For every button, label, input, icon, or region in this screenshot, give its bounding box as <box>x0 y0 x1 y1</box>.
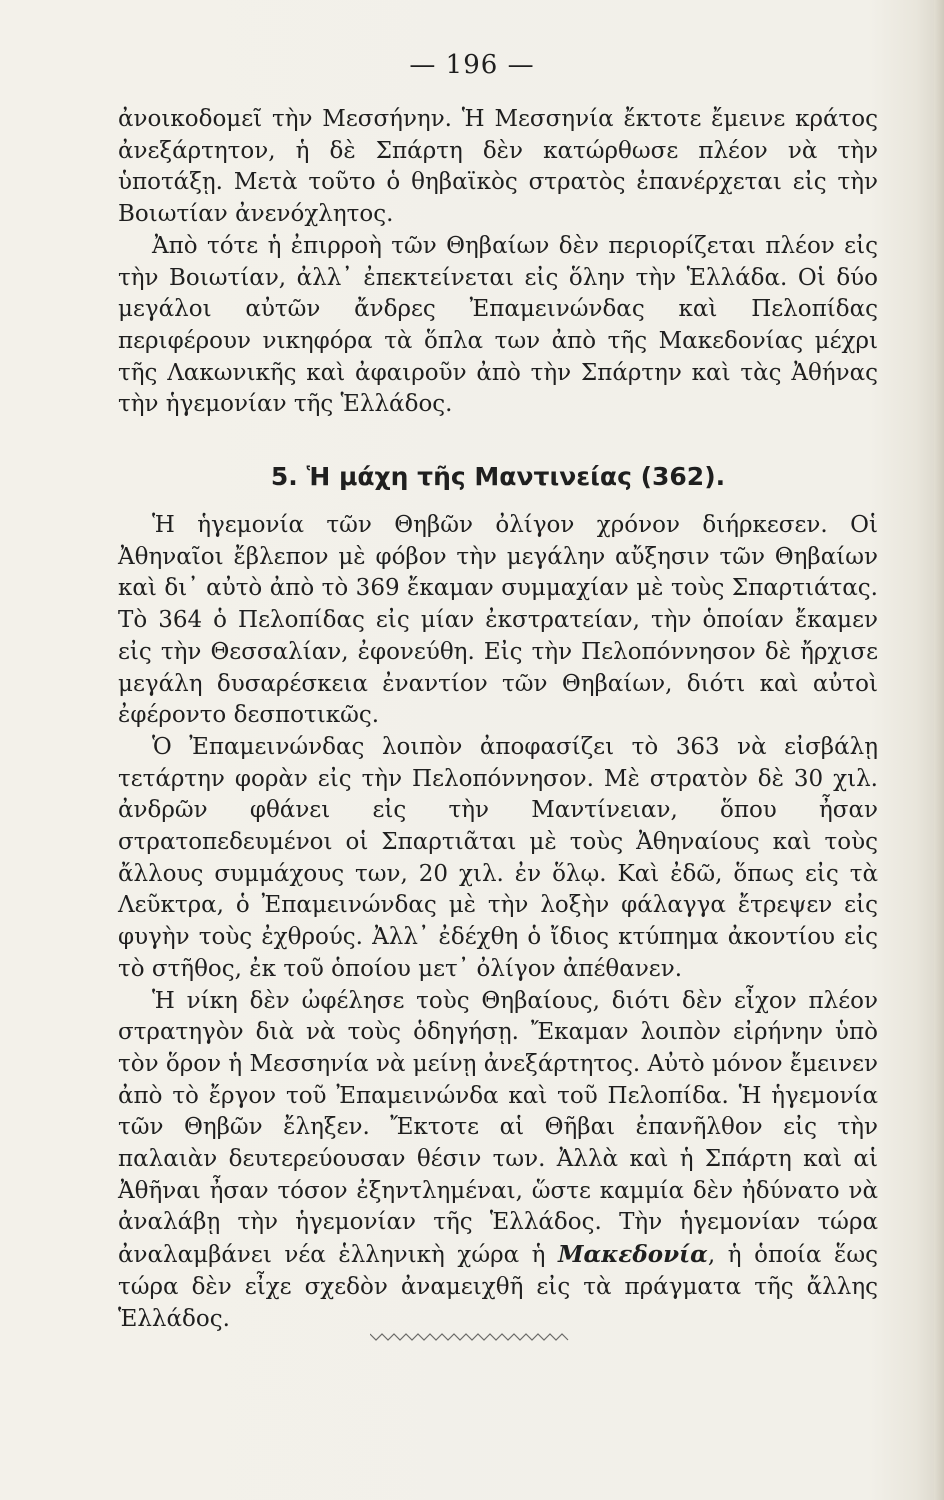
paragraph-text: , ἡ ὁποία ἕως τώρα δὲν εἶχε σχεδὸν ἀναμειχθῆ εἰς τὰ πράγματα τῆς ἄλλης Ἑλλάδος. <box>118 1242 878 1332</box>
paragraph: ἀνοικοδομεῖ τὴν Μεσσήνην. Ἡ Μεσσηνία ἔκτοτε ἔμεινε κράτος ἀνεξάρτητον, ἡ δὲ Σπάρτη δὲν κατώρθωσε πλέον νὰ τὴν ὑποτάξῃ. Μετὰ τοῦτο ὁ θηβαϊκὸς στρατὸς ἐπανέρχεται εἰς τὴν Βοιωτίαν ἀνενόχλητος. <box>118 106 878 228</box>
page-edge <box>934 0 944 1500</box>
paragraph: Ἡ ἡγεμονία τῶν Θηβῶν ὀλίγον χρόνον διήρκεσεν. Οἱ Ἀθηναῖοι ἔβλεπον μὲ φόβον τὴν μεγάλην αὔξησιν τῶν Θηβαίων καὶ δι᾽ αὐτὸ ἀπὸ τὸ 369 ἔκαμαν συμμαχίαν μὲ τοὺς Σπαρτιάτας. Τὸ 364 ὁ Πελοπίδας εἰς μίαν ἐκστρατείαν, τὴν ὁποίαν ἔκαμεν εἰς τὴν Θεσσαλίαν, ἐφονεύθη. Εἰς τὴν Πελοπόννησον δὲ ἤρχισε μεγάλη δυσαρέσκεια ἐναντίον τῶν Θηβαίων, διότι καὶ αὐτοὶ ἐφέροντο δεσποτικῶς. <box>118 512 878 729</box>
page-number: — 196 — <box>409 50 535 80</box>
paragraph: Ἀπὸ τότε ἡ ἐπιρροὴ τῶν Θηβαίων δὲν περιορίζεται πλέον εἰς τὴν Βοιωτίαν, ἀλλ᾽ ἐπεκτείνεται εἰς ὅλην τὴν Ἑλλάδα. Οἱ δύο μεγάλοι αὐτῶν ἄνδρες Ἐπαμεινώνδας καὶ Πελοπίδας περιφέρουν νικηφόρα τὰ ὅπλα των ἀπὸ τῆς Μακεδονίας μέχρι τῆς Λακωνικῆς καὶ ἀφαιροῦν ἀπὸ τὴν Σπάρτην καὶ τὰς Ἀθήνας τὴν ἡγεμονίαν τῆς Ἑλλάδος. <box>118 232 878 418</box>
text-block-bottom <box>118 510 878 1335</box>
paragraph-final <box>118 986 878 1336</box>
section-heading: 5. Ἡ μάχη τῆς Μαντινείας (362). <box>270 462 726 491</box>
text-block-top <box>118 104 878 421</box>
emphasized-word: Μακεδονία <box>558 1241 708 1269</box>
end-ornament <box>370 1330 570 1344</box>
paragraph: Ὁ Ἐπαμεινώνδας λοιπὸν ἀποφασίζει τὸ 363 νὰ εἰσβάλῃ τετάρτην φορὰν εἰς τὴν Πελοπόννησον. Μὲ στρατὸν δὲ 30 χιλ. ἀνδρῶν φθάνει εἰς τὴν Μαντίνειαν, ὅπου ἦσαν στρατοπεδευμένοι οἱ Σπαρτιᾶται μὲ τοὺς Ἀθηναίους καὶ τοὺς ἄλλους συμμάχους των, 20 χιλ. ἐν ὅλῳ. Καὶ ἐδῶ, ὅπως εἰς τὰ Λεῦκτρα, ὁ Ἐπαμεινώνδας μὲ τὴν λοξὴν φάλαγγα ἔτρεψεν εἰς φυγὴν τοὺς ἐχθρούς. Ἀλλ᾽ ἐδέχθη ὁ ἴδιος κτύπημα ἀκοντίου εἰς τὸ στῆθος, ἐκ τοῦ ὁποίου μετ᾽ ὀλίγον ἀπέθανεν. <box>118 733 878 982</box>
paragraph-text: Ἡ νίκη δὲν ὠφέλησε τοὺς Θηβαίους, διότι δὲν εἶχον πλέον στρατηγὸν διὰ νὰ τοὺς ὁδηγήσῃ. Ἔκαμαν λοιπὸν εἰρήνην ὑπὸ τὸν ὅρον ἡ Μεσσηνία νὰ μείνῃ ἀνεξάρτητος. Αὐτὸ μόνον ἔμεινεν ἀπὸ τὸ ἔργον τοῦ Ἐπαμεινώνδα καὶ τοῦ Πελοπίδα. Ἡ ἡγεμονία τῶν Θηβῶν ἔληξεν. Ἔκτοτε αἱ Θῆβαι ἐπανῆλθον εἰς τὴν παλαιὰν δευτερεύουσαν θέσιν των. Ἀλλὰ καὶ ἡ Σπάρτη καὶ αἱ Ἀθῆναι ἦσαν τόσον ἐξηντλημέναι, ὥστε καμμία δὲν ἠδύνατο νὰ ἀναλάβῃ τὴν ἡγεμονίαν τῆς Ἑλλάδος. Τὴν ἡγεμονίαν τώρα ἀναλαμβάνει νέα ἑλληνικὴ χώρα ἡ <box>118 987 878 1269</box>
